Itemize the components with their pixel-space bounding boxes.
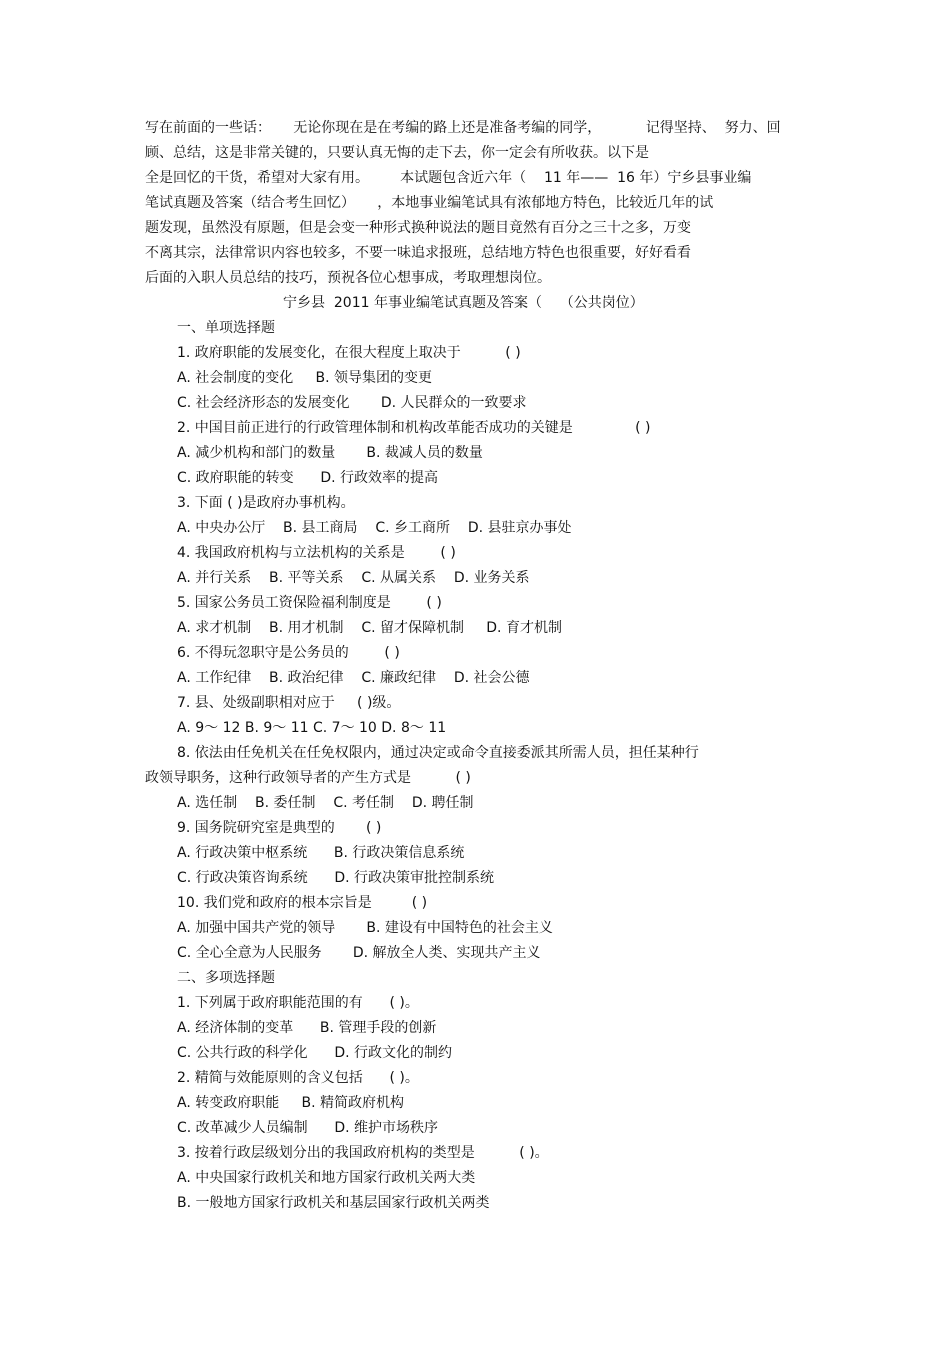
question-line: 8. 依法由任免机关在任免权限内，通过决定或命令直接委派其所需人员，担任某种行	[177, 745, 699, 761]
intro-line: 不离其宗，法律常识内容也较多，不要一味追求报班，总结地方特色也很重要，好好看看	[145, 245, 691, 261]
option-line: C. 行政决策咨询系统 D. 行政决策审批控制系统	[177, 870, 495, 886]
intro-line: 题发现，虽然没有原题，但是会变一种形式换种说法的题目竟然有百分之三十之多，万变	[145, 220, 691, 236]
option-line: C. 政府职能的转变 D. 行政效率的提高	[177, 470, 439, 486]
option-line: C. 改革减少人员编制 D. 维护市场秩序	[177, 1120, 439, 1136]
option-line: A. 9～ 12 B. 9～ 11 C. 7～ 10 D. 8～ 11	[177, 720, 447, 736]
question-line: 6. 不得玩忽职守是公务员的 ( )	[177, 645, 400, 661]
question-line: 4. 我国政府机构与立法机构的关系是 ( )	[177, 545, 456, 561]
intro-line: 笔试真题及答案（结合考生回忆） ，本地事业编笔试具有浓郁地方特色，比较近几年的试	[145, 195, 714, 211]
option-line: A. 转变政府职能 B. 精简政府机构	[177, 1095, 404, 1111]
question-line-continued: 政领导职务，这种行政领导者的产生方式是 ( )	[145, 770, 471, 786]
option-line: A. 求才机制 B. 用才机制 C. 留才保障机制 D. 育才机制	[177, 620, 562, 636]
option-line: A. 选任制 B. 委任制 C. 考任制 D. 聘任制	[177, 795, 474, 811]
option-line: C. 公共行政的科学化 D. 行政文化的制约	[177, 1045, 453, 1061]
option-line: A. 行政决策中枢系统 B. 行政决策信息系统	[177, 845, 465, 861]
question-line: 1. 下列属于政府职能范围的有 ( )。	[177, 995, 419, 1011]
option-line: A. 经济体制的变革 B. 管理手段的创新	[177, 1020, 437, 1036]
section-heading: 二、多项选择题	[177, 970, 275, 986]
question-line: 10. 我们党和政府的根本宗旨是 ( )	[177, 895, 428, 911]
section-heading: 一、单项选择题	[177, 320, 275, 336]
intro-line: 写在前面的一些话： 无论你现在是在考编的路上还是准备考编的同学， 记得坚持、 努力、回	[145, 120, 781, 136]
question-line: 1. 政府职能的发展变化，在很大程度上取决于 ( )	[177, 345, 521, 361]
option-line: C. 全心全意为人民服务 D. 解放全人类、实现共产主义	[177, 945, 541, 961]
question-line: 2. 精简与效能原则的含义包括 ( )。	[177, 1070, 419, 1086]
intro-line: 顾、总结，这是非常关键的，只要认真无悔的走下去，你一定会有所收获。以下是	[145, 145, 649, 161]
option-line: A. 减少机构和部门的数量 B. 裁减人员的数量	[177, 445, 483, 461]
option-line: A. 并行关系 B. 平等关系 C. 从属关系 D. 业务关系	[177, 570, 530, 586]
option-line: A. 加强中国共产党的领导 B. 建设有中国特色的社会主义	[177, 920, 553, 936]
option-line: A. 中央办公厅 B. 县工商局 C. 乡工商所 D. 县驻京办事处	[177, 520, 572, 536]
option-line: A. 工作纪律 B. 政治纪律 C. 廉政纪律 D. 社会公德	[177, 670, 530, 686]
exam-title: 宁乡县 2011 年事业编笔试真题及答案（ （公共岗位）	[283, 295, 644, 311]
question-line: 7. 县、处级副职相对应于 ( )级。	[177, 695, 401, 711]
question-line: 3. 按着行政层级划分出的我国政府机构的类型是 ( )。	[177, 1145, 549, 1161]
option-line: A. 社会制度的变化 B. 领导集团的变更	[177, 370, 432, 386]
option-line: A. 中央国家行政机关和地方国家行政机关两大类	[177, 1170, 476, 1186]
question-line: 3. 下面 ( )是政府办事机构。	[177, 495, 355, 511]
intro-line: 全是回忆的干货，希望对大家有用。 本试题包含近六年（ 11 年—— 16 年）宁乡县事业编	[145, 170, 752, 186]
option-line: B. 一般地方国家行政机关和基层国家行政机关两类	[177, 1195, 490, 1211]
question-line: 9. 国务院研究室是典型的 ( )	[177, 820, 382, 836]
intro-line: 后面的入职人员总结的技巧，预祝各位心想事成，考取理想岗位。	[145, 270, 551, 286]
option-line: C. 社会经济形态的发展变化 D. 人民群众的一致要求	[177, 395, 527, 411]
question-line: 2. 中国目前正进行的行政管理体制和机构改革能否成功的关键是 ( )	[177, 420, 651, 436]
question-line: 5. 国家公务员工资保险福利制度是 ( )	[177, 595, 442, 611]
